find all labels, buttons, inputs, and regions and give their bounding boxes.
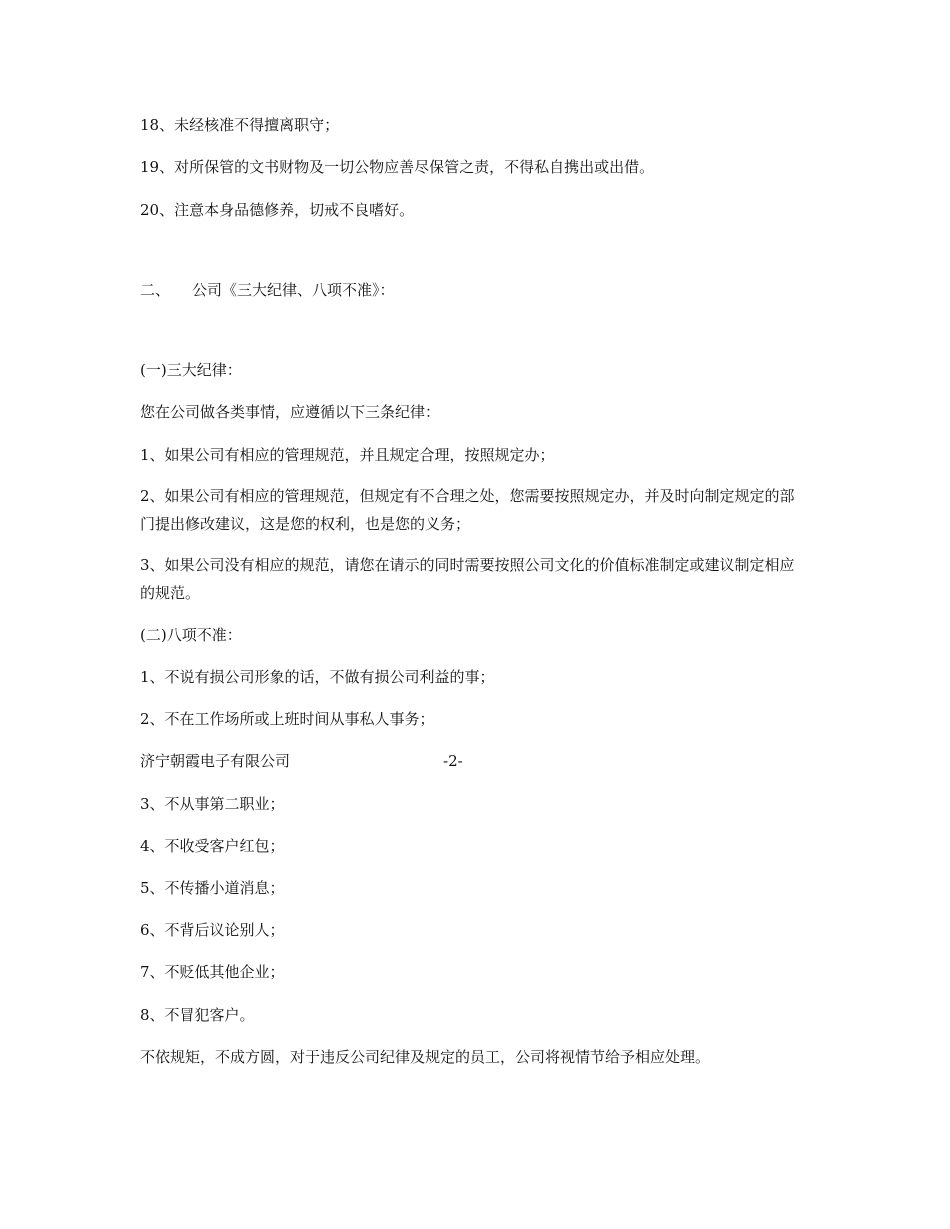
discipline-item-1: 1、如果公司有相应的管理规范，并且规定合理，按照规定办；: [140, 446, 555, 464]
prohibition-item-5: 5、不传播小道消息；: [140, 879, 285, 897]
rule-item-19: 19、对所保管的文书财物及一切公物应善尽保管之责，不得私自携出或出借。: [140, 158, 655, 176]
eight-prohibitions-heading: (二)八项不准：: [140, 626, 242, 644]
rule-item-20: 20、注意本身品德修养，切戒不良嗜好。: [140, 201, 415, 219]
prohibition-item-2: 2、不在工作场所或上班时间从事私人事务；: [140, 710, 435, 728]
prohibition-item-1: 1、不说有损公司形象的话，不做有损公司利益的事；: [140, 668, 495, 686]
footer-company: 济宁朝霞电子有限公司: [140, 752, 291, 770]
prohibition-item-4: 4、不收受客户红包；: [140, 837, 285, 855]
section-number: 二、: [140, 281, 171, 299]
prohibition-item-7: 7、不贬低其他企业；: [140, 963, 285, 981]
three-disciplines-intro: 您在公司做各类事情，应遵循以下三条纪律：: [140, 403, 441, 421]
prohibition-item-3: 3、不从事第二职业；: [140, 795, 285, 813]
discipline-item-2: 2、如果公司有相应的管理规范，但规定有不合理之处，您需要按照规定办，并及时向制定规定的部门提出修改建议，这是您的权利，也是您的义务；: [140, 487, 795, 533]
section-title: 公司《三大纪律、八项不准》：: [192, 281, 395, 299]
three-disciplines-heading: (一)三大纪律：: [140, 361, 242, 379]
footer-page-number: -2-: [443, 752, 463, 770]
rule-item-18: 18、未经核准不得擅离职守；: [140, 116, 340, 134]
closing-statement: 不依规矩，不成方圆，对于违反公司纪律及规定的员工，公司将视情节给予相应处理。: [140, 1048, 711, 1066]
discipline-item-3: 3、如果公司没有相应的规范，请您在请示的同时需要按照公司文化的价值标准制定或建议制定相应的规范。: [140, 556, 795, 602]
prohibition-item-8: 8、不冒犯客户。: [140, 1006, 255, 1024]
prohibition-item-6: 6、不背后议论别人；: [140, 921, 285, 939]
